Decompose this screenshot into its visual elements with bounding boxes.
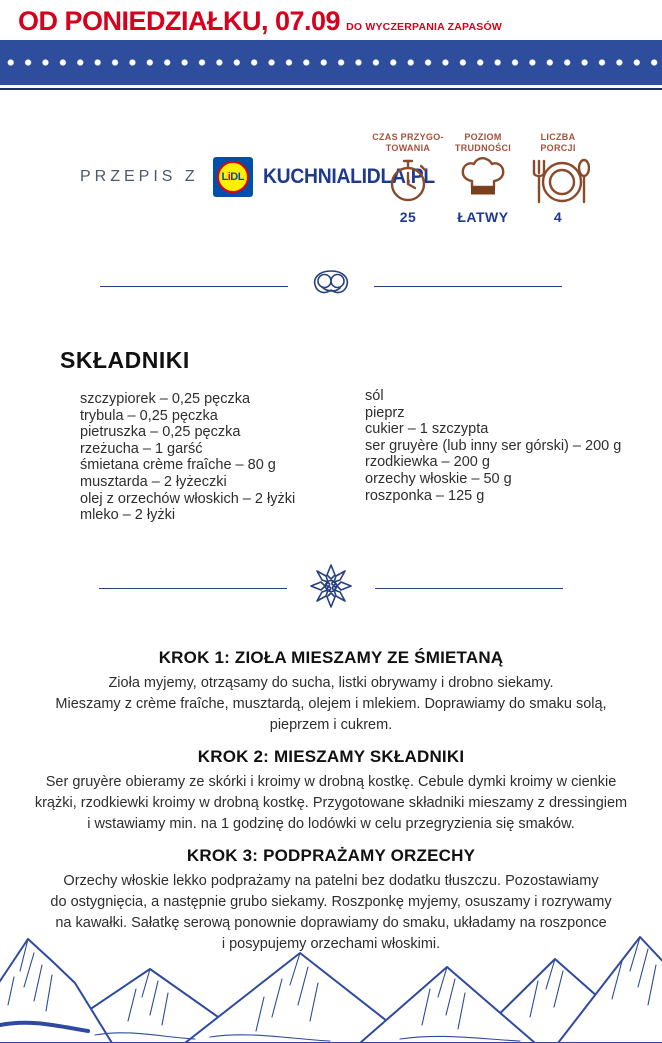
ingredient-item: pietruszka – 0,25 pęczka — [80, 424, 241, 441]
ingredient-item: musztarda – 2 łyżeczki — [80, 473, 227, 490]
stopwatch-icon — [385, 157, 431, 205]
pretzel-icon — [310, 267, 352, 306]
servings-value: 4 — [553, 209, 563, 225]
ingredients-column-right — [365, 388, 645, 504]
ingredient-item: pieprz — [365, 404, 405, 421]
dotted-blue-banner — [0, 40, 662, 85]
difficulty-value: ŁATWY — [457, 209, 509, 225]
ingredients-heading: SKŁADNIKI — [60, 347, 190, 373]
step-title: KROK 2: MIESZAMY SKŁADNIKI — [197, 747, 465, 766]
edelweiss-flower-icon — [309, 563, 353, 614]
ingredient-item: rzeżucha – 1 garść — [80, 440, 203, 457]
ingredient-item: rzodkiewka – 200 g — [365, 454, 490, 471]
ingredients-column-left — [80, 391, 360, 524]
lidl-logo-circle — [217, 161, 249, 193]
ingredient-item: szczypiorek – 0,25 pęczka — [80, 391, 251, 407]
difficulty-label: POZIOM TRUDNOŚCI — [454, 132, 512, 153]
header-rule — [0, 88, 662, 90]
prep-time-label: CZAS PRZYGO- TOWANIA — [372, 132, 444, 153]
divider-rule-right — [374, 286, 562, 287]
ingredient-item: olej z orzechów włoskich – 2 łyżki — [80, 490, 296, 507]
promo-header — [18, 6, 502, 37]
steps-section — [21, 648, 641, 966]
ingredient-item: trybula – 0,25 pęczka — [80, 407, 218, 424]
lidl-logo-icon — [213, 157, 253, 197]
mountains-illustration — [0, 931, 662, 1043]
step-2: KROK 2: MIESZAMY SKŁADNIKI Ser gruyère obieramy ze skórki i kroimy w drobną kostkę. Cebule dymki kroimy w cienkie krążki, rzodkiewki kroimy w drobną kostkę. Przygotowane składniki mieszamy z dressingiem i wstawiamy min. na 1 godzinę do lodówki w celu przegryzienia się smaków. — [21, 747, 641, 835]
ingredient-item: mleko – 2 łyżki — [80, 507, 176, 524]
ingredient-item: orzechy włoskie – 50 g — [365, 470, 512, 487]
step-3: KROK 3: PODPRAŻAMY ORZECHY Orzechy włoskie lekko podprażamy na patelni bez dodatku tłuszczu. Pozostawiamy do ostygnięcia, a następnie grubo siekamy. Roszponkę myjemy, osuszamy i rozrywamy na kawałki. Sałatkę serową ponownie doprawiamy do smaku, układamy na roszponce i posypujemy orzechami włoskimi. — [21, 846, 641, 955]
divider-rule-right — [375, 588, 563, 589]
divider-edelweiss — [0, 563, 662, 613]
promo-title: OD PONIEDZIAŁKU, 07.09 — [18, 6, 341, 36]
ingredient-item: roszponka – 125 g — [365, 487, 485, 504]
info-servings — [522, 132, 594, 225]
ingredient-item: śmietana crème fraîche – 80 g — [80, 457, 276, 474]
ingredient-item: ser gruyère (lub inny ser górski) – 200 g — [365, 437, 622, 454]
divider-rule-left — [100, 286, 288, 287]
step-title: KROK 3: PODPRAŻAMY ORZECHY — [186, 846, 476, 865]
brand-prefix-label: PRZEPIS Z — [80, 168, 199, 185]
step-1: KROK 1: ZIOŁA MIESZAMY ZE ŚMIETANĄ Zioła myjemy, otrząsamy do sucha, listki obrywamy i drobno siekamy. Mieszamy z crème fraîche, musztardą, olejem i mlekiem. Doprawiamy do smaku solą, pieprzem i cukrem. — [21, 648, 641, 736]
info-difficulty — [447, 132, 519, 225]
promo-subtitle: DO WYCZERPANIA ZAPASÓW — [346, 21, 502, 33]
prep-time-value: 25 — [399, 209, 417, 225]
recipe-info-row — [372, 132, 594, 225]
brand-site-label: KUCHNIALIDLA.PL — [262, 165, 435, 188]
cutlery-plate-icon — [526, 157, 590, 205]
ingredient-item: cukier – 1 szczypta — [365, 421, 489, 438]
ingredient-item: sól — [365, 388, 384, 404]
step-title: KROK 1: ZIOŁA MIESZAMY ZE ŚMIETANĄ — [158, 648, 504, 667]
divider-pretzel — [0, 268, 662, 304]
servings-label: LICZBA PORCJI — [540, 132, 576, 153]
lidl-logo-word: LiDL — [221, 171, 244, 183]
info-prep-time — [372, 132, 444, 225]
chef-hat-icon — [458, 157, 508, 205]
divider-rule-left — [99, 588, 287, 589]
